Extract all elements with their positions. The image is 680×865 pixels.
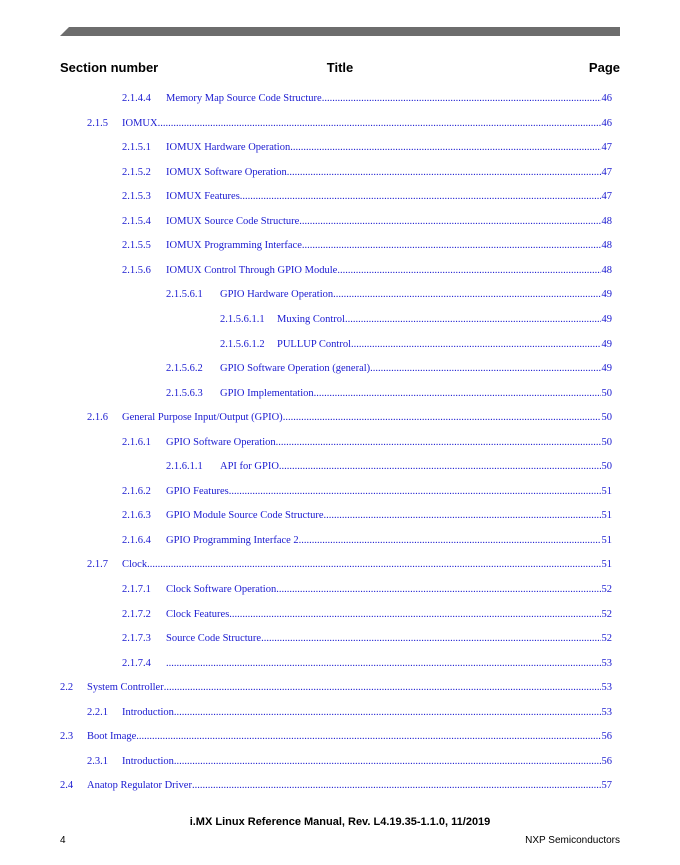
toc-entry[interactable]	[0, 729, 680, 745]
toc-entry-number: 2.1.6.1	[122, 436, 151, 448]
toc-entry-title: Boot Image	[87, 731, 137, 743]
footer-page-number: 4	[60, 835, 66, 846]
toc-leader-dots	[337, 263, 600, 279]
toc-entry-page: 51	[601, 485, 612, 497]
toc-entry-title: Introduction	[122, 755, 174, 767]
toc-entry[interactable]	[0, 312, 680, 328]
toc-entry-number: 2.1.5.6.2	[166, 363, 203, 375]
toc-leader-dots	[323, 508, 600, 524]
toc-leader-dots	[276, 435, 601, 451]
toc-entry[interactable]	[0, 238, 680, 254]
toc-entry-number: 2.1.7.3	[122, 633, 151, 645]
footer-document-title: i.MX Linux Reference Manual, Rev. L4.19.35-1.1.0, 11/2019	[189, 816, 491, 828]
column-header-page: Page	[588, 60, 620, 75]
toc-entry-page: 48	[601, 215, 612, 227]
header-decorative-bar	[60, 27, 620, 36]
toc-entry-number: 2.4	[60, 780, 74, 792]
toc-entry-number: 2.1.6.4	[122, 534, 151, 546]
toc-entry-title: API for GPIO	[220, 461, 279, 473]
toc-entry[interactable]	[0, 337, 680, 353]
toc-entry-page: 50	[601, 412, 612, 424]
toc-entry-title: IOMUX Hardware Operation	[166, 142, 291, 154]
toc-leader-dots	[192, 778, 601, 794]
toc-entry-page: 51	[601, 534, 612, 546]
toc-leader-dots	[279, 459, 601, 475]
toc-entry-title: General Purpose Input/Output (GPIO)	[122, 412, 283, 424]
toc-entry[interactable]	[0, 287, 680, 303]
toc-entry-page: 51	[601, 559, 612, 571]
toc-entry-page: 48	[601, 240, 612, 252]
toc-leader-dots	[314, 386, 601, 402]
toc-entry-number: 2.1.4.4	[122, 93, 151, 104]
toc-entry-title: Memory Map Source Code Structure	[166, 93, 322, 104]
toc-entry-page: 50	[601, 461, 612, 473]
toc-leader-dots	[287, 165, 601, 181]
toc-entry-page: 49	[601, 313, 612, 325]
toc-entry-title: IOMUX Source Code Structure	[166, 215, 300, 227]
toc-entry[interactable]	[0, 607, 680, 623]
toc-entry-page: 46	[601, 117, 612, 129]
toc-entry-title: IOMUX Software Operation	[166, 166, 287, 178]
toc-leader-dots	[229, 607, 600, 623]
toc-entry-number: 2.1.7.4	[122, 657, 151, 669]
toc-entry-number: 2.3	[60, 731, 74, 743]
toc-entry-page: 52	[601, 633, 612, 645]
column-header-title: Title	[326, 60, 354, 75]
toc-entry-page: 47	[601, 191, 612, 203]
toc-entry-page: 52	[601, 584, 612, 595]
toc-entry[interactable]	[0, 361, 680, 377]
toc-entry-title: IOMUX Features	[166, 191, 240, 203]
toc-entry-page: 52	[601, 608, 612, 620]
toc-entry-title: System Controller	[87, 682, 164, 694]
toc-entry-title: GPIO Features	[166, 485, 229, 497]
toc-leader-dots	[166, 656, 601, 672]
toc-entry-title: Muxing Control	[277, 313, 345, 325]
toc-entry-title: GPIO Hardware Operation	[220, 289, 334, 301]
toc-leader-dots	[322, 91, 601, 107]
toc-entry[interactable]	[0, 656, 680, 672]
toc-leader-dots	[370, 361, 600, 377]
toc-leader-dots	[351, 337, 601, 353]
toc-entry-page: 46	[601, 93, 612, 104]
toc-entry-number: 2.2.1	[87, 706, 108, 718]
toc-leader-dots	[174, 754, 601, 770]
toc-leader-dots	[158, 116, 601, 132]
toc-entry-title: Source Code Structure	[166, 633, 262, 645]
toc-entry-number: 2.3.1	[87, 755, 108, 767]
toc-leader-dots	[240, 189, 601, 205]
toc-entry-page: 56	[601, 731, 612, 743]
toc-entry-number: 2.1.5	[87, 117, 108, 129]
toc-entry-number: 2.1.7.2	[122, 608, 151, 620]
toc-entry-page: 49	[601, 363, 612, 375]
toc-leader-dots	[147, 557, 600, 573]
toc-entry[interactable]	[0, 508, 680, 524]
toc-leader-dots	[229, 484, 601, 500]
toc-entry-page: 57	[601, 780, 612, 792]
toc-entry-number: 2.1.6.2	[122, 485, 151, 497]
toc-entry[interactable]	[0, 386, 680, 402]
column-header-section-number: Section number	[60, 60, 159, 75]
toc-entry-page: 53	[601, 682, 612, 694]
toc-entry-page: 47	[601, 142, 612, 154]
toc-entry-number: 2.1.5.4	[122, 215, 151, 227]
toc-entry-title: GPIO Module Source Code Structure	[166, 510, 324, 522]
toc-entry-number: 2.1.5.6.1	[166, 289, 203, 301]
toc-entry[interactable]	[0, 410, 680, 426]
toc-entry[interactable]	[0, 435, 680, 451]
toc-entry-number: 2.1.5.6.1.1	[220, 313, 265, 325]
toc-entry-page: 53	[601, 657, 612, 669]
toc-entry-number: 2.1.5.6.3	[166, 387, 203, 399]
toc-entry-page: 49	[601, 289, 612, 301]
toc-entry-number: 2.2	[60, 682, 74, 694]
toc-entry-title: GPIO Software Operation	[166, 436, 276, 448]
toc-entry-number: 2.1.5.1	[122, 142, 151, 154]
toc-entry-number: 2.1.5.3	[122, 191, 151, 203]
toc-entry-page: 56	[601, 755, 612, 767]
toc-entry[interactable]	[0, 778, 680, 794]
toc-entry-title: IOMUX Programming Interface	[166, 240, 302, 252]
toc-entry[interactable]	[0, 533, 680, 549]
footer-company: NXP Semiconductors	[525, 835, 620, 846]
toc-entry-number: 2.1.5.2	[122, 166, 151, 178]
toc-entry-number: 2.1.7.1	[122, 584, 151, 595]
toc-entry-title: GPIO Programming Interface 2	[166, 534, 299, 546]
toc-entry-title: GPIO Implementation	[220, 387, 314, 399]
toc-entry-page: 50	[601, 387, 612, 399]
toc-entry-title: PULLUP Control	[277, 338, 351, 350]
toc-entry-title: Clock Features	[166, 608, 230, 620]
toc-entry[interactable]	[0, 214, 680, 230]
toc-entry[interactable]	[0, 459, 680, 475]
toc-entry[interactable]	[0, 557, 680, 573]
toc-entry-title: Clock Software Operation	[166, 584, 277, 595]
toc-leader-dots	[333, 287, 600, 303]
toc-entry-title: Anatop Regulator Driver	[87, 780, 192, 792]
toc-leader-dots	[299, 214, 600, 230]
toc-entry-number: 2.1.6.1.1	[166, 461, 203, 473]
toc-entry[interactable]	[0, 705, 680, 721]
toc-leader-dots	[299, 533, 601, 549]
toc-entry[interactable]	[0, 189, 680, 205]
toc-leader-dots	[276, 582, 600, 598]
toc-entry-title: GPIO Software Operation (general)	[220, 363, 371, 375]
toc-entry-page: 49	[601, 338, 612, 350]
toc-leader-dots	[283, 410, 601, 426]
toc-entry-number: 2.1.5.5	[122, 240, 151, 252]
toc-entry[interactable]	[0, 680, 680, 696]
toc-entry[interactable]	[0, 631, 680, 647]
toc-entry-title: Clock	[122, 559, 148, 571]
toc-entry-title: IOMUX Control Through GPIO Module	[166, 264, 338, 276]
toc-leader-dots	[136, 729, 600, 745]
toc-entry[interactable]	[0, 91, 680, 107]
toc-entry-title: Introduction	[122, 706, 174, 718]
toc-entry[interactable]	[0, 140, 680, 156]
toc-leader-dots	[290, 140, 600, 156]
toc-entry-number: 2.1.5.6	[122, 264, 151, 276]
toc-entry-page: 47	[601, 166, 612, 178]
toc-entry-title: IOMUX	[122, 117, 158, 129]
toc-entry[interactable]	[0, 582, 680, 598]
toc-entry-page: 48	[601, 264, 612, 276]
toc-entry-number: 2.1.5.6.1.2	[220, 338, 265, 350]
toc-leader-dots	[261, 631, 600, 647]
toc-entry[interactable]	[0, 754, 680, 770]
toc-entry-number: 2.1.7	[87, 559, 108, 571]
toc-entry[interactable]	[0, 165, 680, 181]
toc-entry-number: 2.1.6.3	[122, 510, 151, 522]
toc-entry[interactable]	[0, 484, 680, 500]
toc-entry[interactable]	[0, 116, 680, 132]
toc-leader-dots	[302, 238, 601, 254]
toc-entry-page: 51	[601, 510, 612, 522]
toc-entry[interactable]	[0, 263, 680, 279]
toc-entry-page: 50	[601, 436, 612, 448]
toc-entry-page: 53	[601, 706, 612, 718]
toc-leader-dots	[174, 705, 601, 721]
toc-entry-number: 2.1.6	[87, 412, 108, 424]
toc-leader-dots	[345, 312, 601, 328]
toc-leader-dots	[164, 680, 601, 696]
